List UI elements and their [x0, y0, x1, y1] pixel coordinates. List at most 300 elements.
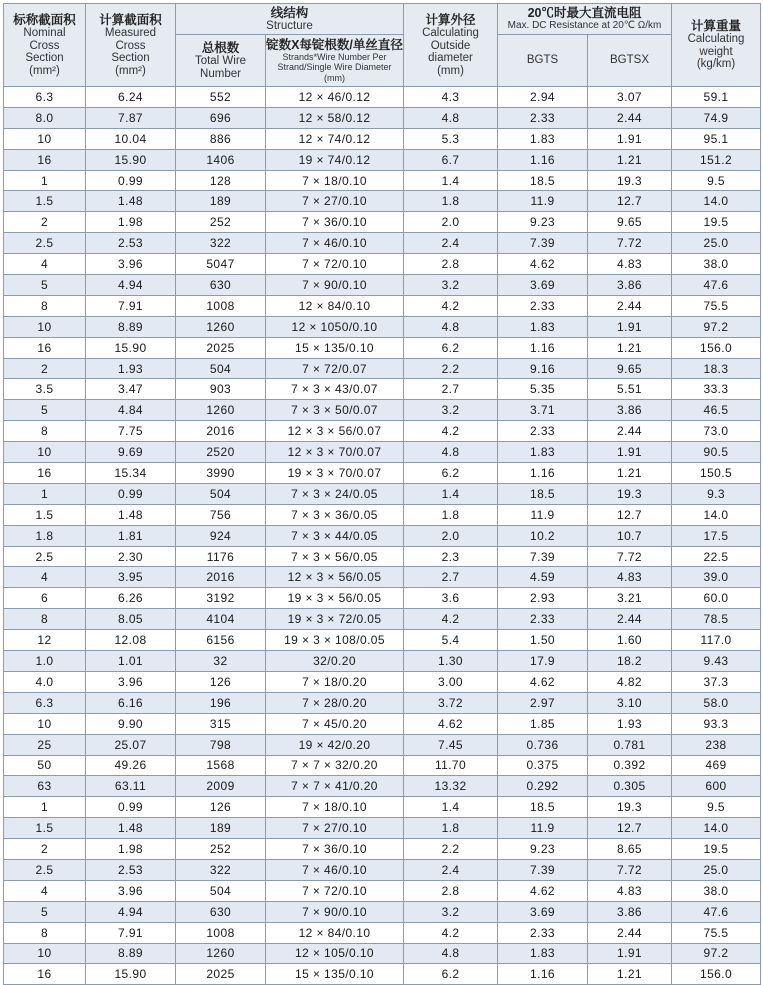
cell-weight: 156.0 — [672, 337, 761, 358]
cell-total-wire-number: 924 — [176, 525, 266, 546]
cell-resistance-bgtsx: 12.7 — [588, 504, 672, 525]
cell-weight: 14.0 — [672, 504, 761, 525]
cell-resistance-bgtsx: 3.07 — [588, 87, 672, 108]
cell-outside-diameter: 6.2 — [404, 463, 498, 484]
cell-strands: 12 × 1050/0.10 — [266, 316, 404, 337]
cell-total-wire-number: 2520 — [176, 442, 266, 463]
cell-total-wire-number: 504 — [176, 880, 266, 901]
cell-weight: 38.0 — [672, 254, 761, 275]
cell-outside-diameter: 3.6 — [404, 588, 498, 609]
header-measured-section: 计算截面积 Measured Cross Section (mm²) — [86, 4, 176, 87]
cell-total-wire-number: 1176 — [176, 546, 266, 567]
cell-total-wire-number: 3990 — [176, 463, 266, 484]
cell-outside-diameter: 5.3 — [404, 128, 498, 149]
table-row — [4, 630, 761, 651]
cell-outside-diameter: 4.3 — [404, 87, 498, 108]
cell-resistance-bgts: 11.9 — [498, 191, 588, 212]
cell-strands: 7 × 46/0.10 — [266, 859, 404, 880]
cell-outside-diameter: 2.8 — [404, 880, 498, 901]
cell-measured-section: 0.99 — [86, 483, 176, 504]
cell-resistance-bgts: 3.69 — [498, 901, 588, 922]
cell-outside-diameter: 2.2 — [404, 358, 498, 379]
cell-strands: 12 × 3 × 70/0.07 — [266, 442, 404, 463]
cell-weight: 150.5 — [672, 463, 761, 484]
cell-strands: 7 × 18/0.10 — [266, 170, 404, 191]
cell-total-wire-number: 189 — [176, 818, 266, 839]
cell-resistance-bgts: 2.33 — [498, 609, 588, 630]
cell-resistance-bgts: 18.5 — [498, 483, 588, 504]
cell-outside-diameter: 2.8 — [404, 254, 498, 275]
cell-resistance-bgts: 3.71 — [498, 400, 588, 421]
cell-weight: 18.3 — [672, 358, 761, 379]
cell-nominal-section: 4 — [4, 567, 86, 588]
cell-resistance-bgtsx: 19.3 — [588, 170, 672, 191]
cell-resistance-bgts: 5.35 — [498, 379, 588, 400]
cell-outside-diameter: 3.00 — [404, 671, 498, 692]
table-header — [4, 4, 761, 87]
cell-measured-section: 7.87 — [86, 107, 176, 128]
cell-nominal-section: 16 — [4, 463, 86, 484]
cell-strands: 12 × 58/0.12 — [266, 107, 404, 128]
cell-outside-diameter: 1.8 — [404, 818, 498, 839]
cell-resistance-bgts: 1.16 — [498, 337, 588, 358]
cell-measured-section: 0.99 — [86, 170, 176, 191]
cell-total-wire-number: 1260 — [176, 316, 266, 337]
header-nominal-section: 标称截面积 Nominal Cross Section (mm²) — [4, 4, 86, 87]
cell-resistance-bgts: 9.16 — [498, 358, 588, 379]
table-row — [4, 964, 761, 985]
cell-resistance-bgtsx: 1.60 — [588, 630, 672, 651]
cell-nominal-section: 5 — [4, 901, 86, 922]
cell-resistance-bgts: 1.83 — [498, 442, 588, 463]
cell-resistance-bgts: 2.93 — [498, 588, 588, 609]
cell-resistance-bgtsx: 2.44 — [588, 107, 672, 128]
table-row — [4, 922, 761, 943]
cell-weight: 117.0 — [672, 630, 761, 651]
cell-resistance-bgtsx: 3.86 — [588, 400, 672, 421]
cell-strands: 7 × 3 × 56/0.05 — [266, 546, 404, 567]
cell-strands: 19 × 3 × 70/0.07 — [266, 463, 404, 484]
cell-nominal-section: 6.3 — [4, 692, 86, 713]
cell-resistance-bgts: 2.33 — [498, 107, 588, 128]
cell-total-wire-number: 5047 — [176, 254, 266, 275]
cell-nominal-section: 4 — [4, 254, 86, 275]
cell-resistance-bgtsx: 4.83 — [588, 567, 672, 588]
cell-outside-diameter: 4.2 — [404, 421, 498, 442]
cell-resistance-bgts: 9.23 — [498, 839, 588, 860]
cell-measured-section: 1.48 — [86, 818, 176, 839]
cell-weight: 78.5 — [672, 609, 761, 630]
cell-resistance-bgts: 0.292 — [498, 776, 588, 797]
cell-strands: 7 × 27/0.10 — [266, 818, 404, 839]
header-calculating-weight: 计算重量 Calculating weight (kg/km) — [672, 4, 761, 87]
cell-resistance-bgtsx: 3.10 — [588, 692, 672, 713]
cell-nominal-section: 2.5 — [4, 546, 86, 567]
cell-outside-diameter: 1.4 — [404, 483, 498, 504]
cell-total-wire-number: 756 — [176, 504, 266, 525]
cell-weight: 37.3 — [672, 671, 761, 692]
cell-resistance-bgts: 7.39 — [498, 233, 588, 254]
cell-weight: 47.6 — [672, 901, 761, 922]
cell-weight: 47.6 — [672, 275, 761, 296]
cell-outside-diameter: 3.72 — [404, 692, 498, 713]
cell-outside-diameter: 4.2 — [404, 922, 498, 943]
cell-total-wire-number: 630 — [176, 901, 266, 922]
cell-weight: 14.0 — [672, 191, 761, 212]
cell-resistance-bgts: 1.83 — [498, 128, 588, 149]
cell-resistance-bgtsx: 1.21 — [588, 149, 672, 170]
cell-total-wire-number: 886 — [176, 128, 266, 149]
cell-weight: 74.9 — [672, 107, 761, 128]
cell-nominal-section: 1 — [4, 170, 86, 191]
cell-nominal-section: 12 — [4, 630, 86, 651]
cell-resistance-bgts: 4.62 — [498, 880, 588, 901]
cell-outside-diameter: 3.2 — [404, 275, 498, 296]
cell-outside-diameter: 4.8 — [404, 107, 498, 128]
cell-resistance-bgtsx: 1.91 — [588, 316, 672, 337]
cell-nominal-section: 8 — [4, 421, 86, 442]
cell-measured-section: 2.53 — [86, 859, 176, 880]
table-row — [4, 901, 761, 922]
cell-outside-diameter: 13.32 — [404, 776, 498, 797]
cell-strands: 19 × 74/0.12 — [266, 149, 404, 170]
cell-strands: 32/0.20 — [266, 651, 404, 672]
cell-total-wire-number: 252 — [176, 212, 266, 233]
cell-outside-diameter: 2.2 — [404, 839, 498, 860]
cell-nominal-section: 16 — [4, 964, 86, 985]
table-row — [4, 483, 761, 504]
cell-resistance-bgtsx: 9.65 — [588, 358, 672, 379]
cell-strands: 12 × 84/0.10 — [266, 922, 404, 943]
cell-weight: 600 — [672, 776, 761, 797]
cell-measured-section: 15.90 — [86, 964, 176, 985]
header-strands-wire-diameter: 锭数X每锭根数/单丝直径 Strands*Wire Number Per Strand/Single Wire Diameter (mm) — [266, 35, 404, 87]
cell-resistance-bgtsx: 8.65 — [588, 839, 672, 860]
cell-total-wire-number: 126 — [176, 797, 266, 818]
cell-measured-section: 1.48 — [86, 504, 176, 525]
table-body — [4, 87, 761, 985]
cell-resistance-bgts: 2.33 — [498, 295, 588, 316]
cell-measured-section: 3.95 — [86, 567, 176, 588]
cell-nominal-section: 10 — [4, 128, 86, 149]
cell-measured-section: 8.89 — [86, 943, 176, 964]
cell-strands: 7 × 18/0.20 — [266, 671, 404, 692]
cell-strands: 12 × 84/0.10 — [266, 295, 404, 316]
cell-nominal-section: 6 — [4, 588, 86, 609]
cell-total-wire-number: 504 — [176, 358, 266, 379]
table-row — [4, 337, 761, 358]
cell-total-wire-number: 903 — [176, 379, 266, 400]
cell-resistance-bgts: 3.69 — [498, 275, 588, 296]
cell-total-wire-number: 1008 — [176, 922, 266, 943]
cell-nominal-section: 2 — [4, 212, 86, 233]
cell-weight: 22.5 — [672, 546, 761, 567]
cell-strands: 7 × 36/0.10 — [266, 839, 404, 860]
cell-resistance-bgtsx: 4.83 — [588, 880, 672, 901]
cell-resistance-bgts: 1.83 — [498, 943, 588, 964]
cell-strands: 19 × 42/0.20 — [266, 734, 404, 755]
cell-resistance-bgts: 4.59 — [498, 567, 588, 588]
cell-measured-section: 3.96 — [86, 671, 176, 692]
cell-nominal-section: 2.5 — [4, 859, 86, 880]
cell-strands: 12 × 46/0.12 — [266, 87, 404, 108]
table-row — [4, 254, 761, 275]
cell-resistance-bgts: 18.5 — [498, 170, 588, 191]
table-row — [4, 588, 761, 609]
table-row — [4, 295, 761, 316]
cell-resistance-bgts: 2.94 — [498, 87, 588, 108]
cell-weight: 97.2 — [672, 943, 761, 964]
cell-strands: 12 × 3 × 56/0.05 — [266, 567, 404, 588]
cell-total-wire-number: 1260 — [176, 400, 266, 421]
cell-measured-section: 8.89 — [86, 316, 176, 337]
cell-resistance-bgtsx: 1.21 — [588, 463, 672, 484]
cell-resistance-bgtsx: 0.305 — [588, 776, 672, 797]
table-row — [4, 400, 761, 421]
cell-total-wire-number: 252 — [176, 839, 266, 860]
cell-nominal-section: 4 — [4, 880, 86, 901]
cell-resistance-bgts: 11.9 — [498, 818, 588, 839]
table-row — [4, 421, 761, 442]
table-row — [4, 87, 761, 108]
cell-resistance-bgtsx: 9.65 — [588, 212, 672, 233]
cell-resistance-bgts: 1.16 — [498, 463, 588, 484]
cell-total-wire-number: 2025 — [176, 964, 266, 985]
cell-strands: 19 × 3 × 72/0.05 — [266, 609, 404, 630]
cell-strands: 19 × 3 × 108/0.05 — [266, 630, 404, 651]
cell-total-wire-number: 552 — [176, 87, 266, 108]
cell-outside-diameter: 4.62 — [404, 713, 498, 734]
cell-strands: 19 × 3 × 56/0.05 — [266, 588, 404, 609]
cell-resistance-bgtsx: 7.72 — [588, 233, 672, 254]
table-row — [4, 755, 761, 776]
cell-nominal-section: 10 — [4, 316, 86, 337]
cell-nominal-section: 1 — [4, 483, 86, 504]
cell-total-wire-number: 1260 — [176, 943, 266, 964]
cell-measured-section: 15.90 — [86, 337, 176, 358]
cell-measured-section: 1.81 — [86, 525, 176, 546]
cell-resistance-bgtsx: 0.781 — [588, 734, 672, 755]
cell-resistance-bgtsx: 3.21 — [588, 588, 672, 609]
cell-resistance-bgts: 4.62 — [498, 254, 588, 275]
table-row — [4, 734, 761, 755]
cell-resistance-bgtsx: 1.91 — [588, 943, 672, 964]
cell-outside-diameter: 2.3 — [404, 546, 498, 567]
cell-nominal-section: 2 — [4, 839, 86, 860]
cell-measured-section: 2.53 — [86, 233, 176, 254]
cell-measured-section: 3.96 — [86, 880, 176, 901]
cell-total-wire-number: 1406 — [176, 149, 266, 170]
cell-outside-diameter: 5.4 — [404, 630, 498, 651]
cell-outside-diameter: 1.8 — [404, 504, 498, 525]
cell-measured-section: 7.91 — [86, 922, 176, 943]
cell-nominal-section: 1.5 — [4, 818, 86, 839]
cell-measured-section: 3.96 — [86, 254, 176, 275]
header-bgts: BGTS — [498, 35, 588, 87]
cell-outside-diameter: 1.8 — [404, 191, 498, 212]
cell-measured-section: 15.34 — [86, 463, 176, 484]
cell-nominal-section: 10 — [4, 943, 86, 964]
table-row — [4, 128, 761, 149]
cell-weight: 39.0 — [672, 567, 761, 588]
cell-measured-section: 2.30 — [86, 546, 176, 567]
cell-strands: 7 × 72/0.07 — [266, 358, 404, 379]
cell-total-wire-number: 315 — [176, 713, 266, 734]
cell-weight: 73.0 — [672, 421, 761, 442]
cell-weight: 238 — [672, 734, 761, 755]
cell-total-wire-number: 2016 — [176, 421, 266, 442]
table-row — [4, 692, 761, 713]
cell-strands: 7 × 46/0.10 — [266, 233, 404, 254]
cell-weight: 14.0 — [672, 818, 761, 839]
cell-outside-diameter: 6.2 — [404, 964, 498, 985]
header-structure: 线结构 Structure — [176, 4, 404, 35]
cell-measured-section: 25.07 — [86, 734, 176, 755]
cell-resistance-bgts: 2.33 — [498, 922, 588, 943]
cell-total-wire-number: 3192 — [176, 588, 266, 609]
cell-outside-diameter: 4.8 — [404, 442, 498, 463]
cell-weight: 93.3 — [672, 713, 761, 734]
table-row — [4, 149, 761, 170]
cell-strands: 7 × 7 × 32/0.20 — [266, 755, 404, 776]
cell-weight: 60.0 — [672, 588, 761, 609]
cell-strands: 7 × 28/0.20 — [266, 692, 404, 713]
cell-nominal-section: 16 — [4, 337, 86, 358]
cell-total-wire-number: 696 — [176, 107, 266, 128]
table-row — [4, 525, 761, 546]
cell-weight: 25.0 — [672, 859, 761, 880]
table-row — [4, 275, 761, 296]
cell-measured-section: 9.69 — [86, 442, 176, 463]
cell-outside-diameter: 11.70 — [404, 755, 498, 776]
cell-total-wire-number: 1568 — [176, 755, 266, 776]
cell-resistance-bgts: 1.16 — [498, 964, 588, 985]
table-row — [4, 170, 761, 191]
cell-nominal-section: 10 — [4, 442, 86, 463]
cell-outside-diameter: 3.2 — [404, 901, 498, 922]
cable-spec-table — [3, 3, 761, 985]
cell-total-wire-number: 4104 — [176, 609, 266, 630]
cell-measured-section: 8.05 — [86, 609, 176, 630]
cell-weight: 151.2 — [672, 149, 761, 170]
cell-outside-diameter: 2.4 — [404, 233, 498, 254]
table-row — [4, 609, 761, 630]
cell-strands: 7 × 72/0.10 — [266, 254, 404, 275]
cell-measured-section: 6.16 — [86, 692, 176, 713]
cell-weight: 19.5 — [672, 839, 761, 860]
cell-measured-section: 6.24 — [86, 87, 176, 108]
cell-strands: 7 × 90/0.10 — [266, 901, 404, 922]
cell-weight: 156.0 — [672, 964, 761, 985]
cell-resistance-bgtsx: 5.51 — [588, 379, 672, 400]
cell-total-wire-number: 322 — [176, 859, 266, 880]
table-row — [4, 316, 761, 337]
cell-resistance-bgts: 7.39 — [498, 546, 588, 567]
table-row — [4, 191, 761, 212]
table-row — [4, 233, 761, 254]
table-row — [4, 504, 761, 525]
cell-weight: 97.2 — [672, 316, 761, 337]
cell-weight: 75.5 — [672, 922, 761, 943]
cell-outside-diameter: 2.0 — [404, 212, 498, 233]
cell-total-wire-number: 196 — [176, 692, 266, 713]
cell-resistance-bgtsx: 12.7 — [588, 191, 672, 212]
cell-total-wire-number: 798 — [176, 734, 266, 755]
cell-strands: 12 × 3 × 56/0.07 — [266, 421, 404, 442]
cell-resistance-bgtsx: 2.44 — [588, 421, 672, 442]
header-bgtsx: BGTSX — [588, 35, 672, 87]
header-total-wire-number: 总根数 Total Wire Number — [176, 35, 266, 87]
cell-measured-section: 1.48 — [86, 191, 176, 212]
table-row — [4, 797, 761, 818]
cell-total-wire-number: 1008 — [176, 295, 266, 316]
cell-outside-diameter: 4.2 — [404, 295, 498, 316]
cell-resistance-bgts: 1.85 — [498, 713, 588, 734]
cell-resistance-bgtsx: 12.7 — [588, 818, 672, 839]
cell-measured-section: 1.98 — [86, 839, 176, 860]
cell-nominal-section: 8 — [4, 922, 86, 943]
cell-measured-section: 49.26 — [86, 755, 176, 776]
cell-resistance-bgtsx: 3.86 — [588, 901, 672, 922]
cell-strands: 12 × 105/0.10 — [266, 943, 404, 964]
cell-total-wire-number: 189 — [176, 191, 266, 212]
table-row — [4, 567, 761, 588]
table-row — [4, 546, 761, 567]
cell-resistance-bgtsx: 19.3 — [588, 797, 672, 818]
cell-resistance-bgts: 7.39 — [498, 859, 588, 880]
cell-total-wire-number: 322 — [176, 233, 266, 254]
cell-resistance-bgts: 11.9 — [498, 504, 588, 525]
cell-resistance-bgts: 0.375 — [498, 755, 588, 776]
cell-total-wire-number: 32 — [176, 651, 266, 672]
cell-resistance-bgtsx: 18.2 — [588, 651, 672, 672]
cell-resistance-bgtsx: 2.44 — [588, 922, 672, 943]
cell-resistance-bgts: 0.736 — [498, 734, 588, 755]
table-row — [4, 943, 761, 964]
cell-total-wire-number: 128 — [176, 170, 266, 191]
cell-strands: 7 × 27/0.10 — [266, 191, 404, 212]
cell-resistance-bgts: 9.23 — [498, 212, 588, 233]
cell-nominal-section: 50 — [4, 755, 86, 776]
cell-resistance-bgtsx: 1.91 — [588, 128, 672, 149]
cell-strands: 7 × 45/0.20 — [266, 713, 404, 734]
cell-nominal-section: 1.0 — [4, 651, 86, 672]
table-row — [4, 651, 761, 672]
table-row — [4, 859, 761, 880]
cell-weight: 9.43 — [672, 651, 761, 672]
cell-weight: 17.5 — [672, 525, 761, 546]
cell-outside-diameter: 7.45 — [404, 734, 498, 755]
cell-nominal-section: 2 — [4, 358, 86, 379]
cell-nominal-section: 5 — [4, 400, 86, 421]
cell-total-wire-number: 504 — [176, 483, 266, 504]
cell-outside-diameter: 3.2 — [404, 400, 498, 421]
cell-nominal-section: 1.5 — [4, 504, 86, 525]
cell-weight: 25.0 — [672, 233, 761, 254]
cell-nominal-section: 63 — [4, 776, 86, 797]
cell-weight: 33.3 — [672, 379, 761, 400]
cell-resistance-bgtsx: 4.82 — [588, 671, 672, 692]
cell-total-wire-number: 630 — [176, 275, 266, 296]
cell-resistance-bgtsx: 10.7 — [588, 525, 672, 546]
cell-resistance-bgtsx: 1.91 — [588, 442, 672, 463]
cell-strands: 7 × 72/0.10 — [266, 880, 404, 901]
table-row — [4, 379, 761, 400]
cell-measured-section: 9.90 — [86, 713, 176, 734]
cell-strands: 7 × 36/0.10 — [266, 212, 404, 233]
cell-nominal-section: 1.8 — [4, 525, 86, 546]
cell-resistance-bgtsx: 4.83 — [588, 254, 672, 275]
